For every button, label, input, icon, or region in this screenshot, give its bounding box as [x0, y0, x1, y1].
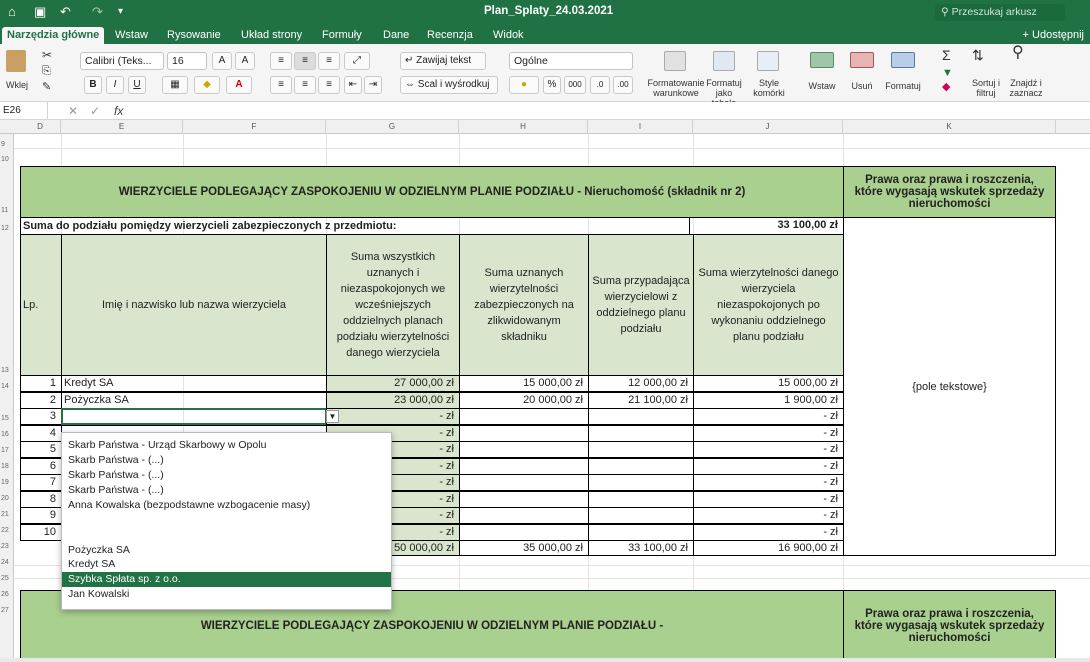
document-title: Plan_Splaty_24.03.2021: [484, 5, 614, 17]
row-secured-cell[interactable]: [459, 441, 589, 458]
sum-label[interactable]: Suma do podziału pomiędzy wierzycieli zabezpieczonych z przedmiotu:: [20, 217, 690, 235]
function-icon[interactable]: fx: [114, 104, 124, 118]
row-header[interactable]: 26: [1, 591, 9, 598]
total-amount-due[interactable]: 33 100,00 zł: [588, 540, 694, 556]
total-secured[interactable]: 35 000,00 zł: [459, 540, 589, 556]
underline-button[interactable]: U: [128, 76, 146, 94]
row-header[interactable]: 27: [1, 607, 9, 614]
row-header[interactable]: 21: [1, 511, 9, 518]
row-header[interactable]: 19: [1, 479, 9, 486]
align-middle-icon[interactable]: ≡: [294, 52, 316, 70]
formula-bar: [0, 102, 1090, 120]
find-select-label[interactable]: Znajdź i zaznacz: [1009, 78, 1043, 98]
row-header[interactable]: 9: [1, 141, 5, 148]
row-amount-due-cell[interactable]: [588, 458, 694, 475]
row-header[interactable]: 17: [1, 447, 9, 454]
dropdown-option[interactable]: Kredyt SA: [68, 558, 116, 570]
format-painter-icon[interactable]: ✎: [42, 81, 52, 93]
cut-icon[interactable]: ✂: [42, 48, 53, 62]
row-lp-cell[interactable]: 5: [20, 441, 62, 458]
column-header-d[interactable]: D: [20, 120, 61, 134]
search-icon: ⚲: [941, 6, 952, 18]
row-prior-plans-cell[interactable]: 27 000,00 zł: [326, 375, 460, 392]
bold-button[interactable]: B: [84, 76, 102, 94]
row-creditor-cell[interactable]: Kredyt SA: [61, 375, 327, 392]
cell-styles-label[interactable]: Style komórki: [753, 78, 785, 98]
tab-data[interactable]: Dane: [383, 29, 410, 41]
column-header-j[interactable]: J: [693, 120, 843, 134]
row-header[interactable]: 11: [1, 207, 9, 214]
row-header[interactable]: 12: [1, 225, 9, 232]
total-unsatisfied[interactable]: 16 900,00 zł: [693, 540, 844, 556]
format-label[interactable]: Formatuj: [885, 81, 921, 91]
row-unsatisfied-cell[interactable]: - zł: [693, 425, 844, 442]
merge-icon: ⇔: [405, 79, 418, 90]
plan-header[interactable]: WIERZYCIELE PODLEGAJĄCY ZASPOKOJENIU W ODZIELNYM PLANIE PODZIAŁU - Nieruchomość (składnik nr 2): [20, 166, 844, 218]
row-amount-due-cell[interactable]: [588, 524, 694, 541]
decrease-indent-icon[interactable]: ⇤: [344, 76, 362, 94]
paste-label: Wklej: [6, 80, 28, 90]
row-header[interactable]: 10: [1, 156, 9, 163]
paste-icon[interactable]: [6, 50, 26, 72]
row-header[interactable]: 20: [1, 495, 9, 502]
dropdown-option[interactable]: Anna Kowalska (bezpodstawne wzbogacenie masy): [68, 499, 311, 511]
cell-styles-icon[interactable]: [757, 51, 779, 71]
row-unsatisfied-cell[interactable]: - zł: [693, 441, 844, 458]
insert-cells-icon[interactable]: [810, 52, 834, 68]
align-center-icon[interactable]: ≡: [294, 76, 316, 94]
row-unsatisfied-cell[interactable]: - zł: [693, 474, 844, 491]
increase-decimal-icon[interactable]: .0: [590, 76, 610, 94]
insert-label[interactable]: Wstaw: [808, 81, 836, 91]
tab-page-layout[interactable]: Układ strony: [241, 29, 303, 41]
row-header[interactable]: 15: [1, 415, 9, 422]
dropdown-option[interactable]: [62, 528, 391, 543]
row-headers: [0, 134, 14, 662]
row-lp-cell[interactable]: 7: [20, 474, 62, 491]
orientation-icon[interactable]: ⤢: [344, 52, 370, 70]
row-lp-cell[interactable]: 4: [20, 425, 62, 442]
row-amount-due-cell[interactable]: [588, 425, 694, 442]
column-header-h[interactable]: H: [459, 120, 588, 134]
row-creditor-cell[interactable]: Pożyczka SA: [61, 392, 327, 409]
second-rights-header[interactable]: Prawa oraz prawa i roszczenia, które wygasają wskutek sprzedaży nieruchomości: [843, 590, 1056, 662]
row-secured-cell[interactable]: [459, 474, 589, 491]
total-prior-plans[interactable]: 50 000,00 zł: [326, 540, 460, 556]
row-secured-cell[interactable]: 20 000,00 zł: [459, 392, 589, 409]
font-name-select[interactable]: Calibri (Teks...: [80, 52, 164, 70]
row-secured-cell[interactable]: 15 000,00 zł: [459, 375, 589, 392]
row-unsatisfied-cell[interactable]: - zł: [693, 491, 844, 508]
row-prior-plans-cell[interactable]: - zł: [326, 507, 460, 524]
row-prior-plans-cell[interactable]: - zł: [326, 408, 460, 425]
row-amount-due-cell[interactable]: [588, 408, 694, 425]
tab-draw[interactable]: Rysowanie: [167, 29, 221, 41]
ribbon-tabs: [0, 24, 1090, 44]
creditor-name-header[interactable]: Imię i nazwisko lub nazwa wierzyciela: [61, 234, 327, 376]
align-top-icon[interactable]: ≡: [270, 52, 292, 70]
row-prior-plans-cell[interactable]: - zł: [326, 474, 460, 491]
tab-review[interactable]: Recenzja: [427, 29, 473, 41]
dropdown-option[interactable]: Jan Kowalski: [68, 588, 130, 600]
row-amount-due-cell[interactable]: [588, 491, 694, 508]
merge-center-button[interactable]: ⇔ Scal i wyśrodkuj: [400, 76, 498, 94]
rights-header[interactable]: Prawa oraz prawa i roszczenia, które wygasają wskutek sprzedaży nieruchomości: [843, 166, 1056, 218]
italic-button[interactable]: I: [106, 76, 124, 94]
row-lp-cell[interactable]: 9: [20, 507, 62, 524]
tab-view[interactable]: Widok: [493, 29, 524, 41]
prior-plans-sum-header[interactable]: Suma wszystkich uznanych i niezaspokojonych we wcześniejszych oddzielnych planach podziału wierzytelności danego wierzyciela: [326, 234, 460, 376]
dropdown-option-selected[interactable]: Szybka Spłata sp. z o.o.: [62, 572, 391, 587]
unsatisfied-claims-header[interactable]: Suma wierzytelności danego wierzyciela niezaspokojonych po wykonaniu oddzielnego planu podziału: [693, 234, 844, 376]
row-header[interactable]: 23: [1, 543, 9, 550]
row-header[interactable]: 25: [1, 575, 9, 582]
find-icon[interactable]: ⚲: [1012, 44, 1024, 61]
row-amount-due-cell[interactable]: [588, 441, 694, 458]
increase-indent-icon[interactable]: ⇥: [364, 76, 382, 94]
undo-icon[interactable]: ↶: [60, 4, 71, 19]
second-plan-header[interactable]: WIERZYCIELE PODLEGAJĄCY ZASPOKOJENIU W ODZIELNYM PLANIE PODZIAŁU -: [20, 590, 844, 662]
sort-filter-label[interactable]: Sortuj i filtruj: [971, 78, 1000, 98]
row-header[interactable]: 16: [1, 431, 9, 438]
column-header-i[interactable]: I: [588, 120, 693, 134]
row-unsatisfied-cell[interactable]: - zł: [693, 524, 844, 541]
borders-icon[interactable]: ▦: [162, 76, 188, 94]
align-bottom-icon[interactable]: ≡: [318, 52, 340, 70]
increase-font-icon[interactable]: A: [212, 52, 232, 70]
wrap-text-icon: ↵: [405, 55, 417, 66]
decrease-decimal-icon[interactable]: .00: [613, 76, 633, 94]
row-prior-plans-cell[interactable]: - zł: [326, 491, 460, 508]
format-table-label[interactable]: Formatuj jako: [706, 78, 742, 98]
sort-filter-icon[interactable]: ⇅: [972, 47, 984, 63]
row-unsatisfied-cell[interactable]: 15 000,00 zł: [693, 375, 844, 392]
fill-icon[interactable]: ▼: [942, 67, 953, 79]
font-size-select[interactable]: 16: [167, 52, 207, 70]
dropdown-option[interactable]: Skarb Państwa - (...): [68, 469, 164, 481]
dropdown-option[interactable]: Skarb Państwa - (...): [68, 454, 164, 466]
dropdown-arrow-icon[interactable]: ▼: [326, 410, 339, 423]
row-amount-due-cell[interactable]: 12 000,00 zł: [588, 375, 694, 392]
sheet-tabs-bar: [0, 658, 1090, 662]
row-header[interactable]: 13: [1, 367, 9, 374]
secured-claims-header[interactable]: Suma uznanych wierzytelności zabezpieczonych na zlikwidowanym składniku: [459, 234, 589, 376]
column-header-g[interactable]: G: [326, 120, 459, 134]
share-button[interactable]: + Udostępnij: [1022, 29, 1084, 41]
row-unsatisfied-cell[interactable]: - zł: [693, 408, 844, 425]
text-field[interactable]: {pole tekstowe}: [843, 217, 1056, 556]
delete-cells-icon[interactable]: [850, 52, 874, 68]
confirm-icon[interactable]: ✓: [90, 104, 101, 118]
row-header[interactable]: 22: [1, 527, 9, 534]
amount-due-header[interactable]: Suma przypadająca wierzycielowi z oddzielnego planu podziału: [588, 234, 694, 376]
copy-icon[interactable]: ⎘: [42, 65, 51, 77]
row-prior-plans-cell[interactable]: - zł: [326, 524, 460, 541]
row-lp-cell[interactable]: 6: [20, 458, 62, 475]
column-header-k[interactable]: K: [843, 120, 1056, 134]
dropdown-option[interactable]: Skarb Państwa - Urząd Skarbowy w Opolu: [68, 439, 267, 451]
row-prior-plans-cell[interactable]: - zł: [326, 458, 460, 475]
customize-icon[interactable]: ▾: [118, 6, 124, 17]
row-header[interactable]: 14: [1, 383, 9, 390]
tab-formulas[interactable]: Formuły: [322, 29, 362, 41]
row-unsatisfied-cell[interactable]: - zł: [693, 458, 844, 475]
row-secured-cell[interactable]: [459, 458, 589, 475]
font-color-icon[interactable]: A: [226, 76, 252, 94]
validation-dropdown[interactable]: [61, 432, 392, 610]
thousands-button[interactable]: 000: [564, 76, 586, 94]
grid-line: [14, 148, 1090, 149]
column-header-e[interactable]: E: [61, 120, 183, 134]
delete-label[interactable]: Usuń: [851, 81, 873, 91]
wrap-text-button[interactable]: ↵ Zawijaj tekst: [400, 52, 486, 70]
title-bar: [0, 0, 1090, 24]
number-format-select[interactable]: Ogólne: [509, 52, 633, 70]
conditional-format-icon[interactable]: [664, 51, 686, 71]
dropdown-option[interactable]: [62, 513, 391, 528]
row-lp-cell[interactable]: 1: [20, 375, 62, 392]
row-lp-cell[interactable]: 2: [20, 392, 62, 409]
row-amount-due-cell[interactable]: [588, 507, 694, 524]
decrease-font-icon[interactable]: A: [235, 52, 255, 70]
row-unsatisfied-cell[interactable]: - zł: [693, 507, 844, 524]
row-header[interactable]: 24: [1, 559, 9, 566]
percent-button[interactable]: %: [543, 76, 561, 94]
search-input[interactable]: ⚲ Przeszukaj arkusz: [935, 4, 1065, 21]
align-left-icon[interactable]: ≡: [270, 76, 292, 94]
lp-header[interactable]: Lp.: [20, 234, 62, 376]
row-header[interactable]: 18: [1, 463, 9, 470]
clear-icon[interactable]: ◆: [942, 81, 951, 93]
row-prior-plans-cell[interactable]: - zł: [326, 425, 460, 442]
align-right-icon[interactable]: ≡: [318, 76, 340, 94]
currency-icon[interactable]: ●: [509, 76, 539, 94]
row-lp-cell[interactable]: 3: [20, 408, 62, 425]
tab-home[interactable]: Narzędzia główne: [2, 27, 104, 44]
dropdown-option[interactable]: Pożyczka SA: [68, 544, 130, 556]
fill-color-icon[interactable]: ◆: [194, 76, 220, 94]
row-creditor-cell[interactable]: [61, 408, 327, 425]
redo-icon[interactable]: ↷: [92, 4, 103, 19]
row-amount-due-cell[interactable]: 21 100,00 zł: [588, 392, 694, 409]
ribbon: [0, 44, 1090, 102]
sum-value[interactable]: 33 100,00 zł: [689, 217, 844, 235]
column-header-f[interactable]: F: [183, 120, 326, 134]
add-person-icon: +: [1022, 29, 1033, 41]
format-cells-icon[interactable]: [891, 52, 915, 68]
home-icon[interactable]: ⌂: [8, 4, 16, 19]
conditional-format-label[interactable]: Formatowanie warunkowe: [647, 78, 705, 98]
row-secured-cell[interactable]: [459, 507, 589, 524]
dropdown-option[interactable]: Skarb Państwa - (...): [68, 484, 164, 496]
row-amount-due-cell[interactable]: [588, 474, 694, 491]
row-lp-cell[interactable]: 10: [20, 524, 62, 541]
name-box[interactable]: E26: [0, 102, 48, 120]
cancel-icon[interactable]: ✕: [68, 104, 79, 118]
row-prior-plans-cell[interactable]: 23 000,00 zł: [326, 392, 460, 409]
column-headers: [0, 120, 1090, 134]
row-prior-plans-cell[interactable]: - zł: [326, 441, 460, 458]
autosum-icon[interactable]: Σ: [942, 47, 951, 63]
row-unsatisfied-cell[interactable]: 1 900,00 zł: [693, 392, 844, 409]
row-secured-cell[interactable]: [459, 524, 589, 541]
format-table-icon[interactable]: [713, 51, 735, 71]
tab-insert[interactable]: Wstaw: [115, 29, 148, 41]
save-icon[interactable]: ▣: [34, 4, 47, 19]
row-lp-cell[interactable]: 8: [20, 491, 62, 508]
row-secured-cell[interactable]: [459, 425, 589, 442]
row-secured-cell[interactable]: [459, 408, 589, 425]
row-secured-cell[interactable]: [459, 491, 589, 508]
